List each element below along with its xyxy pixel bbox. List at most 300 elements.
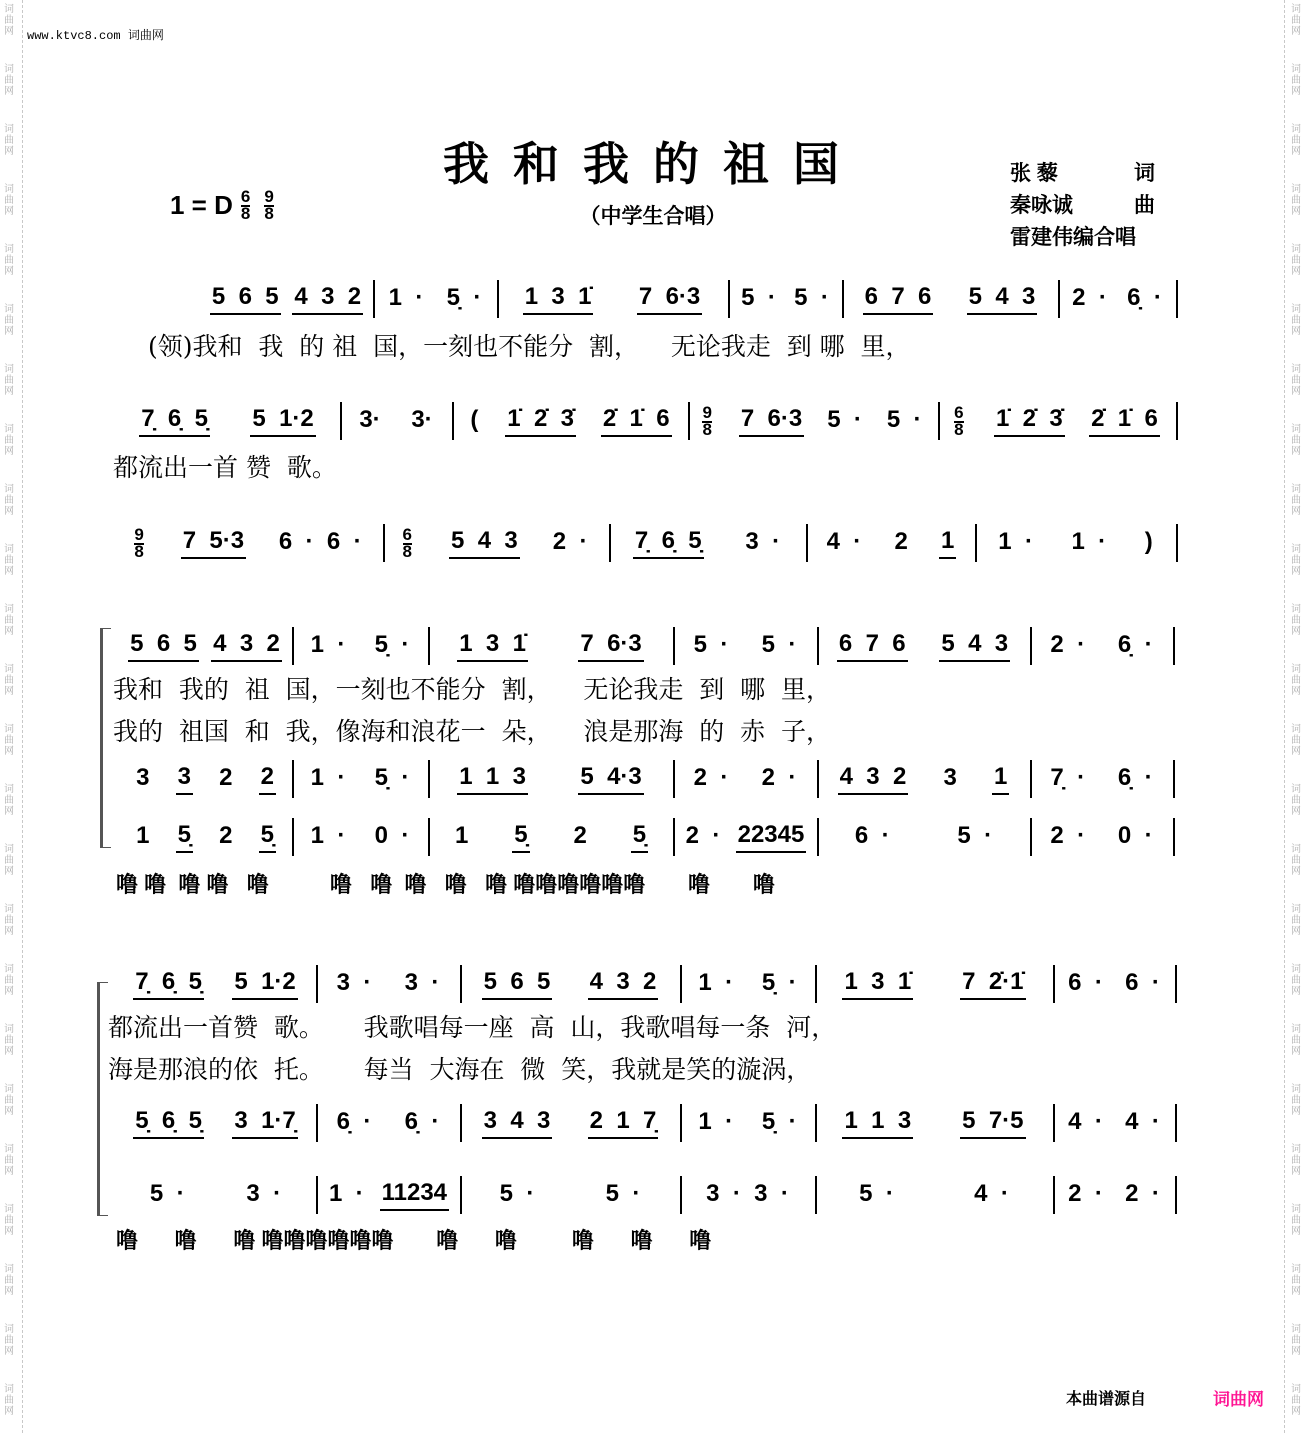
measure: [684, 965, 811, 1003]
note-group: 5 1·2: [232, 968, 297, 1000]
note-group: 1: [454, 822, 469, 849]
note-group: 3·: [411, 406, 433, 433]
note-group: 6 7 6: [837, 630, 908, 662]
watermark-text: 词 曲 网: [4, 184, 14, 217]
time-signature-6-8: [240, 187, 251, 223]
note-group: 5̣ 6̣ 5̣: [133, 1107, 204, 1139]
watermark-text: 词 曲 网: [1291, 1384, 1301, 1417]
note-group: 1 ·: [310, 822, 346, 849]
time-signature: [402, 524, 412, 561]
note-group: 2̇ 1̇ 6: [1089, 405, 1160, 437]
note-group: 5 ·: [957, 822, 993, 849]
watermark-text: 词 曲 网: [1291, 1084, 1301, 1117]
note-group: 2 ·: [552, 528, 588, 555]
note-group: 1 ·: [310, 764, 346, 791]
bar-line: [292, 818, 294, 856]
measure: [1034, 760, 1169, 798]
watermark-text: 词 曲 网: [1291, 604, 1301, 637]
note-group: 3 ·: [246, 1180, 282, 1207]
note-group: (: [470, 406, 479, 433]
system-bracket: [100, 628, 111, 848]
note-group: 3 4 3: [482, 1107, 553, 1139]
note-group: 2 ·: [761, 764, 797, 791]
bar-line: [938, 402, 940, 440]
watermark-text: 词 曲 网: [4, 1024, 14, 1057]
ts-den: 8: [240, 204, 251, 223]
note-group: 1: [939, 527, 956, 559]
note-group: 5 ·: [149, 1180, 185, 1207]
measure: [387, 524, 605, 562]
footer-source-label: 本曲谱源自: [1066, 1391, 1147, 1408]
watermark-text: 词 曲 网: [1291, 964, 1301, 997]
measure: [464, 1176, 676, 1214]
note-group: 5̣: [176, 821, 193, 853]
bar-line: [680, 965, 682, 1003]
bass-lyric-line: 噜 噜 噜 噜噜噜噜噜噜 噜 噜 噜 噜 噜: [116, 1228, 712, 1253]
bar-line: [975, 524, 977, 562]
note-group: 2: [573, 822, 587, 849]
watermark-text: 词 曲 网: [4, 244, 14, 277]
watermark-text: 词 曲 网: [1291, 544, 1301, 577]
bar-line: [1053, 965, 1055, 1003]
bar-line: [1175, 1176, 1177, 1214]
note-group: 1 ·: [310, 631, 346, 658]
measure: [1057, 965, 1171, 1003]
ts-num: 6: [402, 524, 412, 544]
note-group: 4 3 2: [588, 968, 659, 1000]
note-group: 4 ·: [974, 1180, 1009, 1207]
ts-num: 9: [264, 187, 274, 206]
measure: [979, 524, 1172, 562]
note-group: 7 5·3: [181, 527, 246, 559]
bar-line: [460, 965, 462, 1003]
note-group: 1 ·: [698, 969, 734, 996]
bar-line: [817, 627, 819, 665]
bar-line: [428, 627, 430, 665]
measure: [119, 402, 336, 440]
measure: [821, 627, 1026, 665]
watermark-text: 词 曲 网: [1291, 664, 1301, 697]
measure: [344, 402, 448, 440]
ts-den: 8: [702, 419, 712, 439]
measure: [320, 1176, 456, 1214]
watermark-text: 词 曲 网: [4, 1144, 14, 1177]
watermark-text: 词 曲 网: [4, 724, 14, 757]
watermark-text: 词 曲 网: [4, 604, 14, 637]
ts-num: 9: [702, 402, 712, 422]
measure: [320, 1104, 456, 1142]
watermark-text: 词 曲 网: [1291, 304, 1301, 337]
system-bracket: [97, 982, 108, 1216]
note-group: 2 ·: [1068, 1180, 1103, 1207]
measure: [432, 627, 669, 665]
note-group: 1 1 3: [842, 1107, 913, 1139]
watermark-text: 词 曲 网: [4, 844, 14, 877]
watermark-text: 词 曲 网: [4, 484, 14, 517]
time-signature: [134, 524, 144, 561]
note-group: 7 6·3: [637, 283, 702, 315]
watermark-text: 词 曲 网: [4, 64, 14, 97]
bar-line: [316, 1104, 318, 1142]
measure: [432, 818, 669, 856]
lyric-line: 海是那浪的依 托。 每当 大海在 微 笑，我就是笑的漩涡，: [108, 1055, 812, 1084]
ts-num: 6: [240, 187, 251, 206]
bar-line: [428, 818, 430, 856]
note-group: 3: [176, 763, 193, 795]
credit-role: 词: [1134, 162, 1155, 185]
watermark-text: 词 曲 网: [4, 784, 14, 817]
measure: [501, 280, 724, 318]
bar-line: [340, 402, 342, 440]
measure: [1057, 1104, 1171, 1142]
note-group: 5̣ ·: [374, 764, 410, 791]
watermark-text: 词 曲 网: [1291, 484, 1301, 517]
bar-line: [1175, 1104, 1177, 1142]
bar-line: [1173, 818, 1175, 856]
key-signature: [170, 187, 280, 223]
measure: [464, 1104, 676, 1142]
watermark-text: 词 曲 网: [4, 1084, 14, 1117]
note-group: 2: [259, 763, 276, 795]
bar-line: [1053, 1176, 1055, 1214]
measure: [456, 402, 684, 440]
ts-den: 8: [402, 541, 412, 561]
bar-line: [673, 818, 675, 856]
measure: [119, 965, 312, 1003]
bar-line: [1030, 760, 1032, 798]
key-label: 1 = D: [170, 190, 233, 220]
credit-lyricist: [1010, 158, 1155, 190]
note-group: 5 ·: [693, 631, 729, 658]
watermark-text: 词 曲 网: [1291, 1324, 1301, 1357]
bar-line: [383, 524, 385, 562]
measure: [613, 524, 802, 562]
note-group: 3 ·: [404, 969, 440, 996]
lyric-line: 我的 祖国 和 我，像海和浪花一 朵， 浪是那海 的 赤 子，: [113, 717, 832, 746]
note-group: 1 ·: [698, 1108, 734, 1135]
bar-line: [292, 760, 294, 798]
measure: [1057, 1176, 1171, 1214]
measure: [296, 818, 424, 856]
watermark-text: 词 曲 网: [4, 4, 14, 37]
note-group: 5 ·: [605, 1180, 641, 1207]
watermark-text: 词 曲 网: [4, 1324, 14, 1357]
note-group: 6̣ ·: [336, 1108, 372, 1135]
note-group: 7̣ 6̣ 5̣: [633, 527, 704, 559]
note-group: 5̣: [631, 821, 648, 853]
credits: [1010, 158, 1155, 254]
measure: [122, 818, 288, 856]
note-group: 7 2̇·1̇: [960, 968, 1025, 1000]
note-group: 2 ·: [1125, 1180, 1160, 1207]
credit-composer: [1010, 190, 1155, 222]
bar-line: [609, 524, 611, 562]
note-group: 4 3 2: [838, 763, 909, 795]
watermark-text: 词 曲 网: [1291, 64, 1301, 97]
note-group: 6 ·: [1068, 969, 1103, 996]
note-group: 5 7·5: [960, 1107, 1025, 1139]
note-group: 1 ·: [328, 1180, 364, 1207]
watermark-text: 词 曲 网: [1291, 844, 1301, 877]
note-group: 2 ·: [1050, 822, 1086, 849]
watermark-text: 词 曲 网: [4, 304, 14, 337]
measure: [320, 965, 456, 1003]
bar-line: [815, 1104, 817, 1142]
bar-line: [1176, 280, 1178, 318]
note-group: 11234: [380, 1179, 449, 1211]
measure: [122, 627, 288, 665]
time-signature: [702, 402, 712, 439]
bar-line: [460, 1176, 462, 1214]
note-group: 3: [943, 764, 957, 791]
ts-den: 8: [954, 419, 964, 439]
watermark-text: 词 曲 网: [4, 544, 14, 577]
note-group: 1 3 1̇: [842, 968, 913, 1000]
bar-line: [673, 760, 675, 798]
note-group: 3 ·: [336, 969, 372, 996]
watermark-text: 词 曲 网: [1291, 364, 1301, 397]
watermark-text: 词 曲 网: [4, 664, 14, 697]
note-group: 7̣ ·: [1050, 764, 1086, 791]
measure: [810, 524, 971, 562]
watermark-text: 词 曲 网: [4, 364, 14, 397]
note-group: 5 1·2: [250, 405, 315, 437]
measure: [1062, 280, 1172, 318]
note-group: 2: [894, 528, 908, 555]
measure: [942, 402, 1172, 440]
measure: [821, 818, 1026, 856]
bar-line: [1030, 818, 1032, 856]
note-group: 1 3 1̇: [523, 283, 594, 315]
measure: [377, 280, 493, 318]
measure: [692, 402, 934, 440]
credit-name: 张 藜: [1010, 162, 1058, 185]
note-group: 6 · 6 ·: [278, 528, 362, 555]
bar-line: [497, 280, 499, 318]
measure: [732, 280, 838, 318]
ts-den: 8: [134, 541, 144, 561]
note-group: 0 ·: [1117, 822, 1153, 849]
measure: [677, 818, 813, 856]
note-group: 4 ·: [1125, 1108, 1160, 1135]
measure: [819, 965, 1049, 1003]
note-group: 1 ·: [998, 528, 1033, 555]
bar-line: [1176, 524, 1178, 562]
watermark-text: 词 曲 网: [1291, 1204, 1301, 1237]
watermark-text: 词 曲 网: [1291, 724, 1301, 757]
time-signature-9-8: [264, 187, 274, 223]
note-group: 5̣: [259, 821, 276, 853]
note-group: 1 ·: [388, 284, 424, 311]
note-group: 6 ·: [854, 822, 890, 849]
note-group: 6̣ ·: [1117, 764, 1153, 791]
measure: [821, 760, 1026, 798]
note-group: 6̣ ·: [1117, 631, 1153, 658]
ts-den: 8: [264, 204, 274, 223]
note-group: 5 4 3: [939, 630, 1010, 662]
note-group: 22345: [736, 821, 807, 853]
watermark-text: 词 曲 网: [1291, 184, 1301, 217]
watermark-text: 词 曲 网: [1291, 4, 1301, 37]
bar-line: [1173, 760, 1175, 798]
measure: [819, 1104, 1049, 1142]
bar-line: [316, 965, 318, 1003]
song-title: 我和我的祖国: [443, 137, 863, 191]
note-group: 5 6 5: [210, 283, 281, 315]
note-group: 5̣ ·: [761, 1108, 797, 1135]
note-group: 5 ·: [794, 284, 829, 311]
note-group: 1̇ 2̇ 3̇: [994, 405, 1065, 437]
credit-arranger: [1010, 222, 1155, 254]
measure: [204, 280, 369, 318]
note-group: 0 ·: [374, 822, 410, 849]
measure: [119, 1176, 312, 1214]
note-group: 1 3 1̇: [457, 630, 528, 662]
ts-num: 6: [954, 402, 964, 422]
watermark-text: 词 曲 网: [4, 964, 14, 997]
watermark-text: 词 曲 网: [4, 424, 14, 457]
time-signature: [954, 402, 964, 439]
note-group: 2 ·: [1050, 631, 1086, 658]
watermark-text: 词 曲 网: [1291, 424, 1301, 457]
watermark-text: 词 曲 网: [1291, 1144, 1301, 1177]
note-group: 1 ·: [1071, 528, 1107, 555]
bar-line: [817, 818, 819, 856]
bar-line: [1176, 402, 1178, 440]
measure: [684, 1176, 811, 1214]
watermark-text: 词 曲 网: [4, 1204, 14, 1237]
measure: [684, 1104, 811, 1142]
note-group: 7 6·3: [739, 405, 804, 437]
note-group: 2 1 7̣: [588, 1107, 659, 1139]
note-group: 5̣ ·: [374, 631, 410, 658]
note-group: 3 ·: [745, 528, 781, 555]
measure: [846, 280, 1054, 318]
note-group: 6̣ ·: [404, 1108, 440, 1135]
note-group: 2 ·: [685, 822, 721, 849]
bar-line: [806, 524, 808, 562]
bar-line: [673, 627, 675, 665]
note-group: 2 ·: [1072, 284, 1107, 311]
bar-line: [842, 280, 844, 318]
watermark-text: 词 曲 网: [4, 904, 14, 937]
note-group: 3: [136, 764, 150, 791]
note-group: 5 4 3: [967, 283, 1038, 315]
note-group: 5 6 5: [482, 968, 553, 1000]
note-group: 1: [136, 822, 150, 849]
note-group: 2: [219, 822, 233, 849]
note-group: 1 1 3: [457, 763, 528, 795]
footer-brand-link[interactable]: 词曲网: [1213, 1390, 1264, 1409]
bar-line: [815, 965, 817, 1003]
note-group: 2̇ 1̇ 6: [601, 405, 672, 437]
note-group: 6 7 6: [863, 283, 934, 315]
bar-line: [817, 760, 819, 798]
bar-line: [1053, 1104, 1055, 1142]
bar-line: [452, 402, 454, 440]
watermark-text: 词 曲 网: [1291, 124, 1301, 157]
bar-line: [460, 1104, 462, 1142]
watermark-text: 词 曲 网: [4, 1264, 14, 1297]
bar-line: [1058, 280, 1060, 318]
note-group: 4 3 2: [211, 630, 282, 662]
song-subtitle: （中学生合唱）: [579, 205, 727, 228]
site-label[interactable]: www.ktvc8.com 词曲网: [27, 29, 164, 43]
measure: [296, 760, 424, 798]
measure: [119, 524, 379, 562]
watermark-text: 词 曲 网: [1291, 1264, 1301, 1297]
note-group: 5 ·: [827, 406, 862, 433]
note-group: 6 ·: [1125, 969, 1160, 996]
note-group: 5 ·: [886, 406, 922, 433]
bar-line: [688, 402, 690, 440]
note-group: 2: [219, 764, 233, 791]
measure: [677, 760, 813, 798]
note-group: 5 ·: [761, 631, 797, 658]
measure: [464, 965, 676, 1003]
credit-role: 曲: [1134, 194, 1155, 217]
bar-line: [1173, 627, 1175, 665]
note-group: 5 4·3: [578, 763, 643, 795]
note-group: 3·: [359, 406, 381, 433]
note-group: 4 ·: [1068, 1108, 1103, 1135]
credit-name: 秦咏诚: [1010, 194, 1073, 217]
note-group: 4 ·: [826, 528, 862, 555]
bar-line: [815, 1176, 817, 1214]
note-group: 4 3 2: [292, 283, 363, 315]
note-group: 1̇ 2̇ 3̇: [505, 405, 576, 437]
note-group: 3 · 3 ·: [706, 1180, 789, 1207]
watermark-text: 词 曲 网: [1291, 904, 1301, 937]
note-group: 7̣ 6̣ 5̣: [139, 405, 210, 437]
note-group: 5 4 3: [449, 527, 520, 559]
measure: [1034, 627, 1169, 665]
watermark-text: 词 曲 网: [4, 1384, 14, 1417]
bar-line: [292, 627, 294, 665]
note-group: 6̣ ·: [1127, 284, 1162, 311]
lyric-line: 我和 我的 祖 国，一刻也不能分 割， 无论我走 到 哪 里，: [113, 675, 832, 704]
note-group: 1: [992, 763, 1009, 795]
watermark-text: 词 曲 网: [1291, 244, 1301, 277]
measure: [819, 1176, 1049, 1214]
bar-line: [728, 280, 730, 318]
bar-line: [1175, 965, 1177, 1003]
bar-line: [680, 1104, 682, 1142]
lyric-line: (领)我和 我 的 祖 国，一刻也不能分 割， 无论我走 到 哪 里，: [148, 332, 911, 361]
watermark-text: 词 曲 网: [4, 124, 14, 157]
bar-line: [680, 1176, 682, 1214]
measure: [677, 627, 813, 665]
bar-line: [316, 1176, 318, 1214]
bar-line: [1030, 627, 1032, 665]
measure: [432, 760, 669, 798]
note-group: 5̣ ·: [761, 969, 797, 996]
note-group: ): [1144, 528, 1153, 555]
note-group: 5 ·: [741, 284, 776, 311]
measure: [119, 1104, 312, 1142]
note-group: 7̣ 6̣ 5̣: [133, 968, 204, 1000]
note-group: 5̣: [512, 821, 529, 853]
note-group: 3 1·7̣: [232, 1107, 297, 1139]
note-group: 5 6 5: [128, 630, 199, 662]
note-group: 5 ·: [499, 1180, 535, 1207]
lyric-line: 都流出一首 赞 歌。: [113, 453, 337, 482]
note-group: 2 ·: [693, 764, 729, 791]
lyric-line: 都流出一首赞 歌。 我歌唱每一座 高 山，我歌唱每一条 河，: [108, 1013, 837, 1042]
note-group: 5 ·: [859, 1180, 894, 1207]
measure: [1034, 818, 1169, 856]
watermark-text: 词 曲 网: [1291, 784, 1301, 817]
